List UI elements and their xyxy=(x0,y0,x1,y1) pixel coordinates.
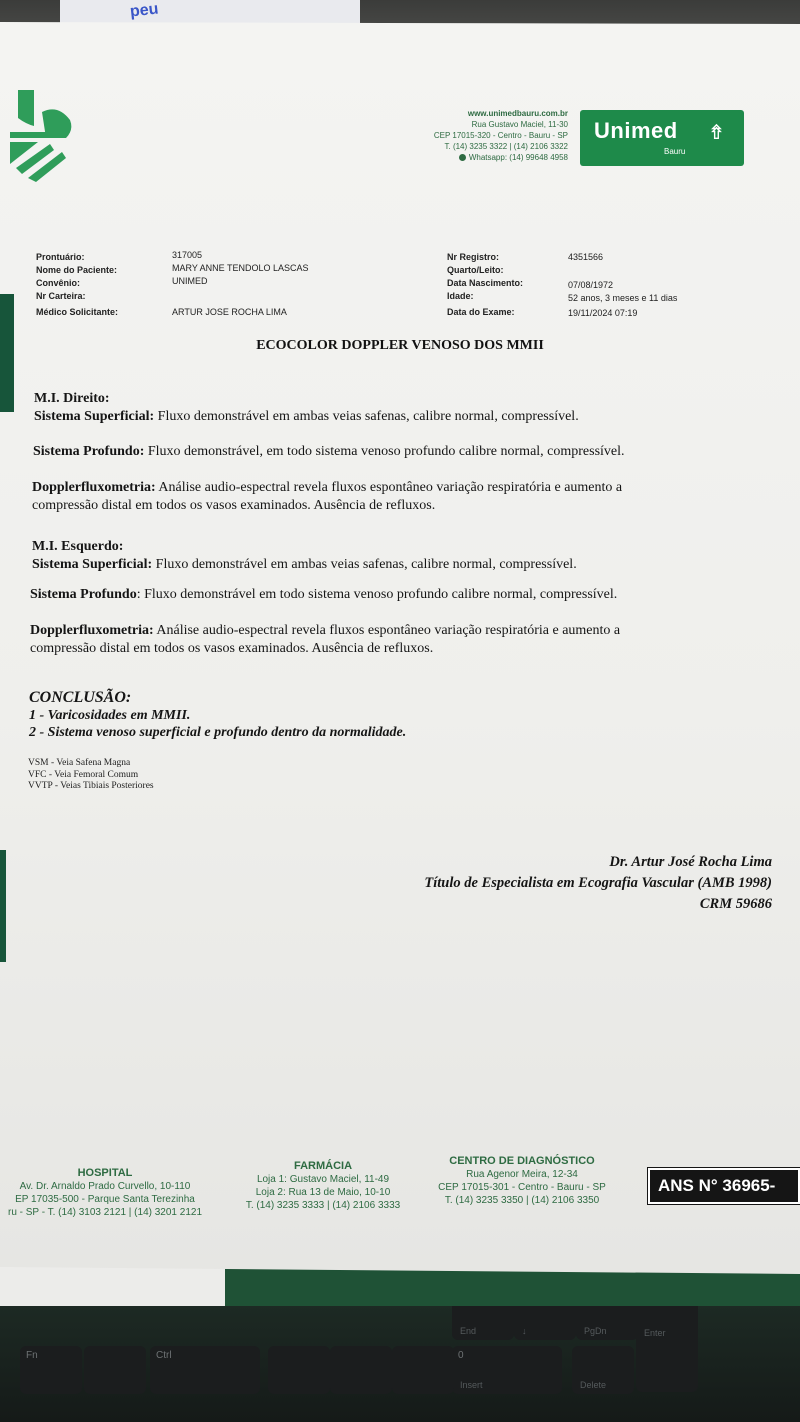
key-right xyxy=(392,1346,454,1394)
report-title: ECOCOLOR DOPPLER VENOSO DOS MMII xyxy=(256,338,544,353)
doctor-name: Dr. Artur José Rocha Lima xyxy=(609,854,772,870)
patient-labels-left: Prontuário: Nome do Paciente: Convênio: Nr Carteira: Médico Solicitante: xyxy=(36,252,119,317)
key-fn: Fn xyxy=(20,1346,82,1394)
quarto-value xyxy=(568,264,677,277)
key-down-arrow xyxy=(330,1346,392,1394)
key-delete: Delete xyxy=(572,1346,634,1394)
medico-value: ARTUR JOSE ROCHA LIMA xyxy=(172,307,287,317)
right-leg-heading: M.I. Direito: xyxy=(34,391,110,406)
footer-hospital: HOSPITAL Av. Dr. Arnaldo Prado Curvello, 10-110 EP 17035-500 - Parque Santa Terezinha ru - SP - T. (14) 3103 2121 | (14) 3201 2121 xyxy=(7,1167,203,1218)
key-pgdn: PgDn xyxy=(576,1292,638,1340)
whatsapp-line: Whatsapp: (14) 99648 4958 xyxy=(380,152,568,163)
carteira-value xyxy=(172,288,309,301)
doctor-crm: CRM 59686 xyxy=(699,896,772,912)
brand-name: Unimed xyxy=(594,118,678,143)
idade-value: 52 anos, 3 meses e 11 dias xyxy=(568,293,678,303)
left-leg-heading: M.I. Esquerdo: xyxy=(32,539,124,554)
left-deep-system: Sistema Profundo: Fluxo demonstrável em todo sistema venoso profundo calibre normal, compressível. xyxy=(30,587,618,602)
doctor-title: Título de Especialista em Ecografia Vascular (AMB 1998) xyxy=(424,875,772,891)
key-enter: Enter xyxy=(636,1292,698,1392)
address-line-1: Rua Gustavo Maciel, 11-30 xyxy=(471,120,568,129)
address-line-2: CEP 17015-320 - Centro - Bauru - SP xyxy=(433,131,568,140)
key-end: End xyxy=(452,1292,514,1340)
patient-values-right xyxy=(568,251,677,320)
website-link[interactable]: www.unimedbauru.com.br xyxy=(467,109,568,118)
unimed-brand-box xyxy=(580,110,744,166)
ans-registration-badge: ANS N° 36965- xyxy=(648,1168,800,1204)
footer-farmacia: FARMÁCIA Loja 1: Gustavo Maciel, 11-49 Loja 2: Rua 13 de Maio, 10-10 T. (14) 3235 3333 | (14) 2106 3333 xyxy=(245,1160,401,1211)
convenio-value: UNIMED xyxy=(172,276,208,286)
signature-block xyxy=(424,852,772,915)
key-down: ↓ xyxy=(514,1292,576,1340)
right-dopplerfluxometry: Dopplerfluxometria: Análise audio-espectral revela fluxos espontâneo variação respiratória e aumento a compressão distal em todos os vasos examinados. Ausência de refluxos. xyxy=(32,480,623,513)
nascimento-value: 07/08/1972 xyxy=(568,280,614,290)
phone-line: T. (14) 3235 3322 | (14) 2106 3322 xyxy=(444,142,568,151)
header-contact xyxy=(380,108,568,163)
key-ctrl: Ctrl xyxy=(150,1346,260,1394)
key-left xyxy=(268,1346,330,1394)
key-insert: 0 Insert xyxy=(452,1346,562,1394)
patient-labels-right: Nr Registro: Quarto/Leito: Data Nascimento: Idade: Data do Exame: xyxy=(447,252,524,317)
conclusion-item-1: 1 - Varicosidades em MMII. xyxy=(29,708,191,723)
registro-value: 4351566 xyxy=(568,252,604,262)
right-deep-system: Sistema Profundo: Fluxo demonstrável, em todo sistema venoso profundo calibre normal, compressível. xyxy=(33,444,625,459)
unimed-logo-symbol-icon xyxy=(8,90,74,182)
background-card-text: peu xyxy=(129,0,160,21)
right-leg-section: M.I. Direito: Sistema Superficial: Fluxo demonstrável em ambas veias safenas, calibre normal, compressível. xyxy=(34,391,579,424)
abbreviations: VSM - Veia Safena Magna VFC - Veia Femoral Comum VVTP - Veias Tibiais Posteriores xyxy=(28,758,154,791)
conclusion-section xyxy=(29,688,406,741)
exame-date-value: 19/11/2024 07:19 xyxy=(568,308,638,318)
left-leg-section: M.I. Esquerdo: Sistema Superficial: Fluxo demonstrável em ambas veias safenas, calibre normal, compressível. xyxy=(32,539,577,572)
folder-tab-lower xyxy=(0,850,6,962)
patient-name: MARY ANNE TENDOLO LASCAS xyxy=(172,263,309,273)
conclusion-item-2: 2 - Sistema venoso superficial e profundo dentro da normalidade. xyxy=(29,725,407,740)
unimed-tree-icon: ⇮ xyxy=(708,120,725,144)
footer-centro-diagnostico: CENTRO DE DIAGNÓSTICO Rua Agenor Meira, 12-34 CEP 17015-301 - Centro - Bauru - SP T. (14) 3235 3350 | (14) 2106 3350 xyxy=(438,1155,606,1206)
left-dopplerfluxometry: Dopplerfluxometria: Análise audio-espectral revela fluxos espontâneo variação respiratória e aumento a compressão distal em todos os vasos examinados. Ausência de refluxos. xyxy=(30,623,621,656)
patient-values-left xyxy=(172,249,309,319)
brand-city: Bauru xyxy=(664,147,686,156)
key-windows xyxy=(84,1346,146,1394)
whatsapp-icon xyxy=(459,154,466,161)
conclusion-heading: CONCLUSÃO: xyxy=(29,689,132,706)
prontuario-value: 317005 xyxy=(172,250,203,260)
